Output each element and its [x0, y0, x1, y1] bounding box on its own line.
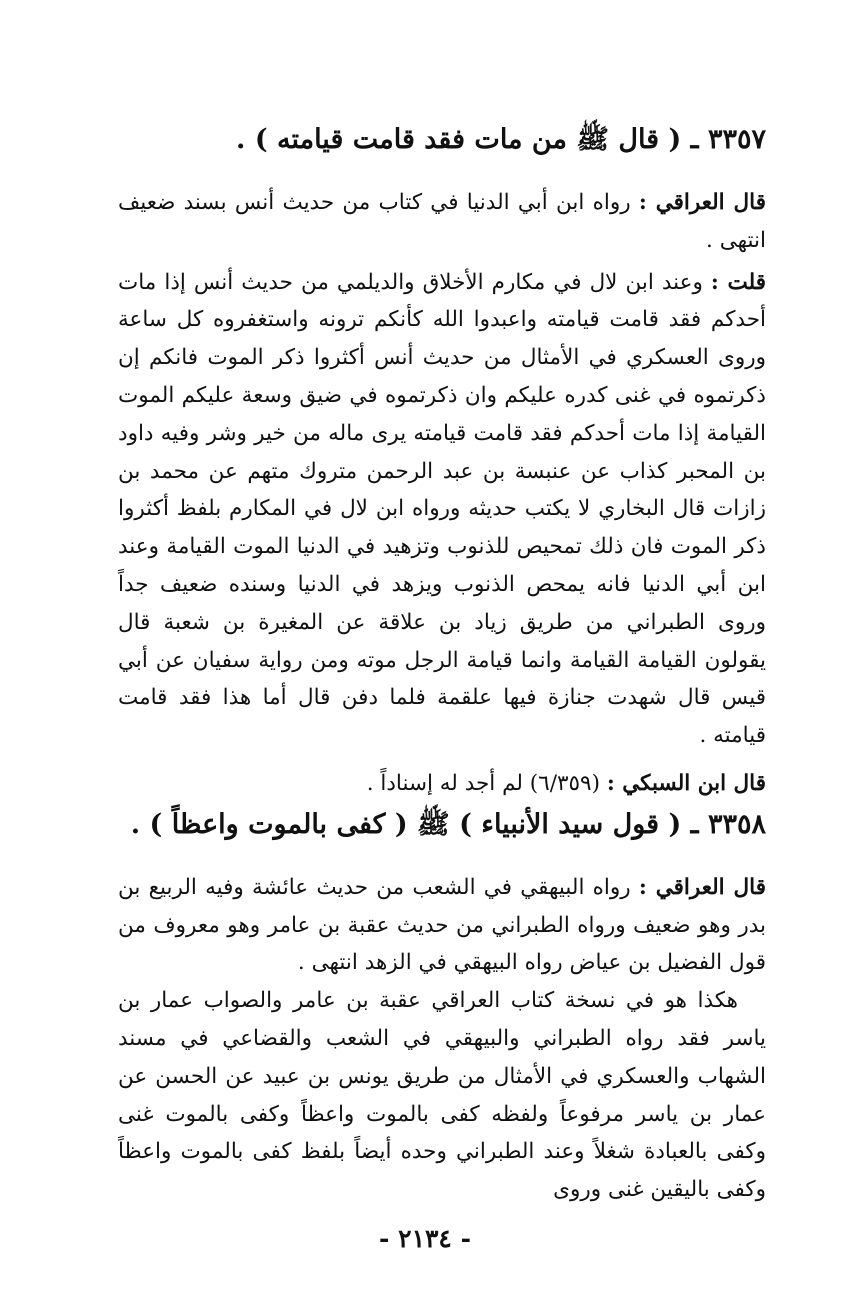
entry-title-3357: ٣٣٥٧ ـ ( قال ﷺ من مات فقد قامت قيامته ) .	[236, 124, 766, 155]
paragraph-text: رواه ابن أبي الدنيا في كتاب من حديث أنس بسند ضعيف انتهى .	[118, 190, 766, 253]
paragraph-commentary-3358	[118, 982, 766, 1209]
paragraph-text: وعند ابن لال في مكارم الأخلاق والديلمي من حديث أنس إذا مات أحدكم فقد قامت قيامته واعبدوا الله كأنكم ترونه واستغفروه كل ساعة وروى العسكري في الأمثال من حديث أنس أكثروا ذكر الموت فانكم إن ذكرتموه في غنى كدره عليكم وان ذكرتموه في ضيق وسعة عليكم الموت القيامة إذا مات أحدكم فقد قامت قيامته يرى ماله من خير وشر وفيه داود بن المحبر كذاب عن عنبسة بن عبد الرحمن متروك متهم عن محمد بن زازات قال البخاري لا يكتب حديثه ورواه ابن لال في المكارم بلفظ أكثروا ذكر الموت فان ذلك تمحيص للذنوب وتزهيد في الدنيا الموت القيامة وعند ابن أبي الدنيا فانه يمحص الذنوب ويزهد في الدنيا وسنده ضعيف جداً وروى الطبراني من طريق زياد بن علاقة عن المغيرة بن شعبة قال يقولون القيامة القيامة وانما قيامة الرجل موته ومن رواية سفيان عن أبي قيس قال شهدت جنازة فيها علقمة فلما دفن قال أما هذا فقد قامت قيامته .	[118, 269, 766, 749]
spacer	[118, 755, 766, 765]
paragraph-lead: قلت :	[710, 269, 766, 295]
paragraph-lead: قال العراقي :	[638, 874, 766, 900]
paragraph-text: رواه البيهقي في الشعب من حديث عائشة وفيه الربيع بن بدر وهو ضعيف ورواه الطبراني من حديث عقبة بن عامر وهو معروف من قول الفضيل بن عياض رواه البيهقي في الزهد انتهى .	[118, 874, 766, 976]
entry-title-3358: ٣٣٥٨ ـ ( قول سيد الأنبياء ) ﷺ ( كفى بالموت واعظاً ) .	[130, 808, 766, 840]
paragraph-text: هكذا هو في نسخة كتاب العراقي عقبة بن عامر والصواب عمار بن ياسر فقد رواه الطبراني والبيهقي في الشعب والقضاعي في مسند الشهاب والعسكري في الأمثال من طريق يونس بن عبيد عن الحسن عن عمار بن ياسر مرفوعاً ولفظه كفى بالموت واعظاً وكفى بالموت غنى وكفى بالعبادة شغلاً وعند الطبراني وحده أيضاً بلفظ كفى بالموت واعظاً وكفى باليقين غنى وروى	[118, 988, 766, 1203]
paragraph-lead: قال العراقي :	[638, 190, 766, 215]
paragraph-iraqi-3357	[118, 184, 766, 260]
paragraph-lead: قال ابن السبكي :	[606, 770, 766, 796]
paragraph-text: (٦/٣٥٩) لم أجد له إسناداً .	[366, 770, 607, 796]
paragraph-subki-3357	[118, 765, 766, 803]
paragraph-qultu-3357	[118, 264, 766, 755]
page-number: - ٢١٣٤ -	[379, 1224, 471, 1253]
page-body	[118, 118, 766, 1209]
paragraph-iraqi-3358	[118, 869, 766, 982]
spacer	[118, 162, 766, 184]
spacer	[118, 847, 766, 869]
